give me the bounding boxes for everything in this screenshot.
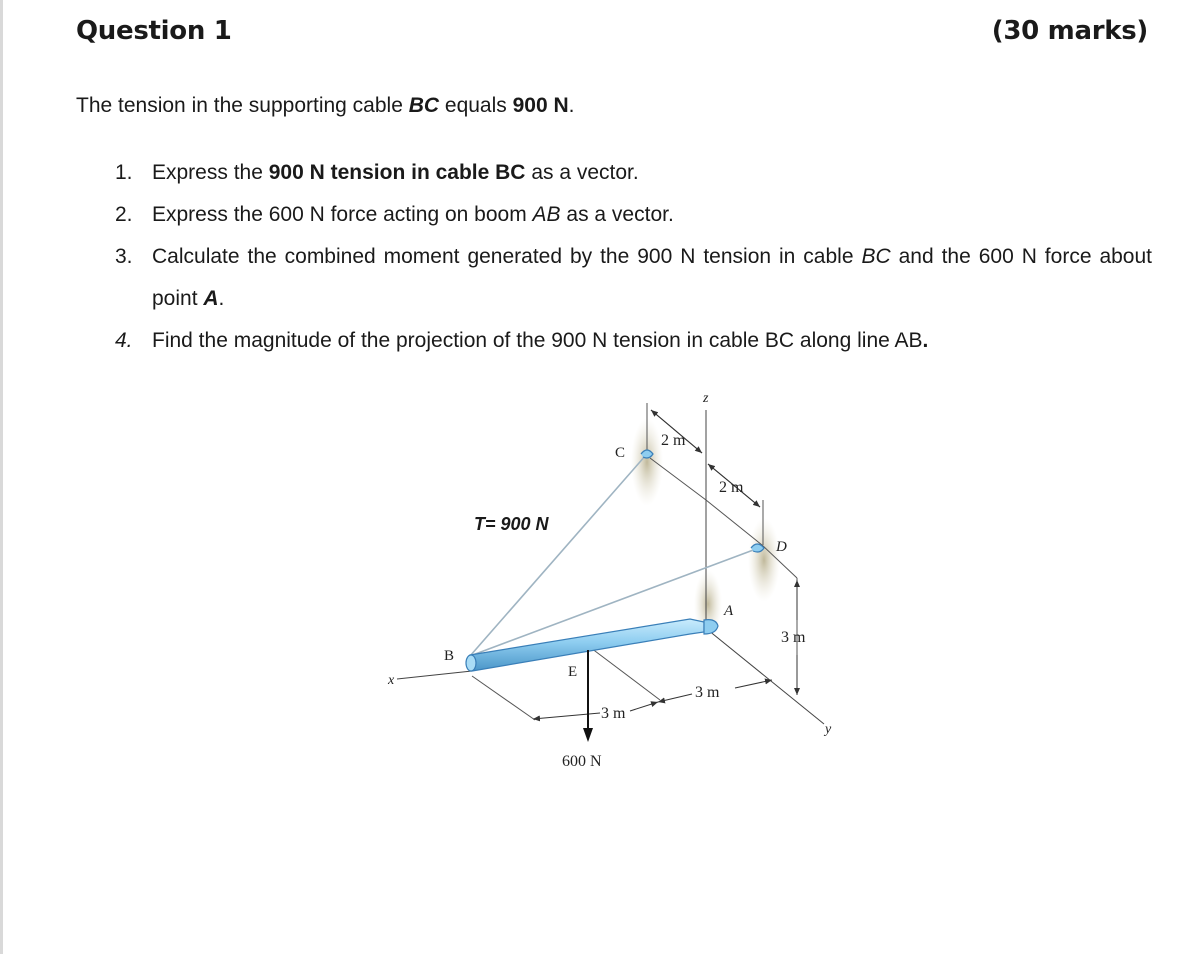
- question-text-part: .: [218, 287, 225, 310]
- boom-ab: [466, 619, 718, 671]
- label-point-c: C: [615, 445, 626, 461]
- dim-arrow-3m-right-a: [658, 694, 692, 702]
- question-text-italic: AB: [532, 203, 561, 226]
- label-dim-bottom-left: 3 m: [601, 705, 626, 722]
- label-point-d: D: [776, 539, 787, 555]
- label-dim-right: 3 m: [781, 629, 806, 646]
- question-text: [152, 152, 1152, 194]
- construction-line: [591, 648, 660, 700]
- question-text-bold-italic: A: [203, 287, 219, 310]
- question-title: Question 1: [76, 16, 232, 46]
- question-marks: (30 marks): [991, 16, 1148, 46]
- construction-line: [472, 676, 535, 720]
- question-text-part: Express the: [152, 161, 269, 184]
- diagram-svg: [360, 380, 840, 780]
- label-dim-bottom-right: 3 m: [695, 684, 720, 701]
- question-item-3: [112, 236, 1152, 320]
- intro-text-1: The tension in the supporting cable: [76, 94, 409, 117]
- page-left-edge: [0, 0, 3, 954]
- question-text: [152, 236, 1152, 320]
- question-item-4: [112, 320, 1152, 362]
- construction-line: [706, 500, 762, 545]
- question-header: [76, 16, 1148, 56]
- label-point-b: B: [444, 648, 455, 664]
- intro-cable-label: BC: [408, 94, 440, 117]
- cable-bc: [470, 455, 646, 656]
- label-tension: T= 900 N: [474, 514, 549, 534]
- label-point-e: E: [568, 664, 578, 680]
- question-text: [152, 194, 1152, 236]
- question-text-part: Find the magnitude of the projection of the 900 N tension in cable BC along line AB: [152, 329, 923, 352]
- question-text-part: and the 600 N force about point: [152, 245, 1152, 310]
- question-item-2: [112, 194, 1152, 236]
- label-dim-top2: 2 m: [719, 479, 744, 496]
- boom-cable-diagram: [360, 380, 840, 780]
- question-number: 2.: [115, 203, 133, 226]
- label-point-a: A: [724, 603, 734, 619]
- intro-paragraph: [76, 92, 575, 120]
- question-number: 3.: [115, 245, 133, 268]
- wall-shadow-d: [748, 518, 780, 602]
- dim-arrow-3m-left-b: [630, 702, 658, 711]
- question-text-bold: .: [922, 329, 929, 352]
- question-text: [152, 320, 1152, 362]
- question-number: 1.: [115, 161, 133, 184]
- intro-tension-value: 900 N: [512, 94, 569, 117]
- label-axis-x: x: [388, 673, 395, 688]
- question-text-part: Calculate the combined moment generated by the 900 N tension in cable: [152, 245, 862, 268]
- question-text-bold: 900 N tension in cable BC: [268, 161, 526, 184]
- dim-arrow-3m-left: [533, 713, 600, 719]
- question-text-part: Express the 600 N force acting on boom: [152, 203, 533, 226]
- label-force: 600 N: [562, 753, 602, 770]
- question-list: [112, 152, 1152, 362]
- label-axis-z: z: [703, 391, 709, 406]
- question-number: 4.: [115, 329, 133, 352]
- dim-arrow-3m-right-b: [735, 680, 772, 688]
- question-text-italic: BC: [861, 245, 891, 268]
- question-text-part: as a vector.: [560, 203, 674, 226]
- intro-text-2: equals: [439, 94, 513, 117]
- question-text-part: as a vector.: [525, 161, 639, 184]
- intro-text-3: .: [568, 94, 575, 117]
- y-axis-line: [708, 630, 824, 724]
- question-item-1: [112, 152, 1152, 194]
- label-dim-top: 2 m: [661, 432, 686, 449]
- force-600n-arrowhead: [583, 728, 593, 742]
- label-axis-y: y: [825, 722, 832, 737]
- x-axis-line: [397, 671, 472, 679]
